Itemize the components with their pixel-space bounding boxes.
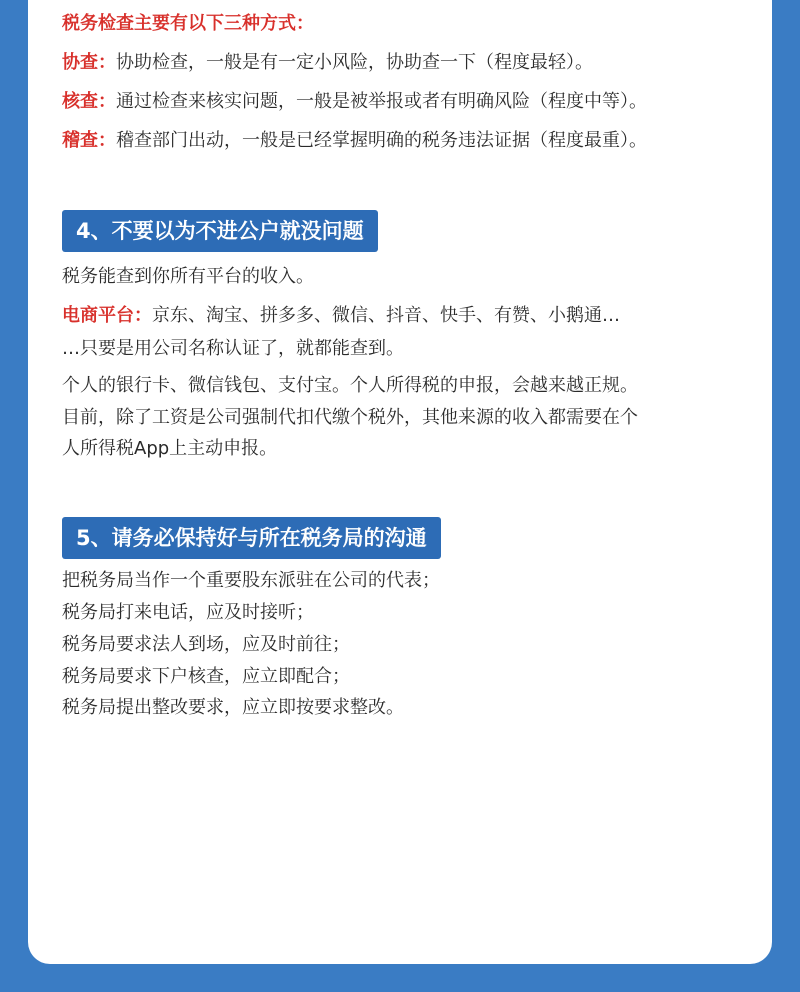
- section-4-heading: 4、不要以为不进公户就没问题: [62, 210, 378, 252]
- method-item-assist: [62, 52, 593, 74]
- ecommerce-platforms: 京东、淘宝、拼多多、微信、抖音、快手、有赞、小鹅通…: [152, 305, 620, 326]
- section-5-line: 税务局提出整改要求，应立即按要求整改。: [62, 697, 404, 718]
- ecommerce-label: 电商平台：: [62, 305, 152, 326]
- methods-intro: 税务检查主要有以下三种方式：: [62, 13, 314, 34]
- content-card: [28, 0, 772, 964]
- section-5-line: 把税务局当作一个重要股东派驻在公司的代表；: [62, 570, 440, 591]
- section-4-paragraph-line: 个人的银行卡、微信钱包、支付宝。个人所得税的申报，会越来越正规。: [62, 375, 638, 396]
- method-text: 通过检查来核实问题，一般是被举报或者有明确风险（程度中等）。: [116, 91, 647, 112]
- method-item-inspect: [62, 130, 647, 152]
- section-5-heading: 5、请务必保持好与所在税务局的沟通: [62, 517, 441, 559]
- method-label: 稽查：: [62, 130, 116, 151]
- section-4-paragraph-line: 目前，除了工资是公司强制代扣代缴个税外，其他来源的收入都需要在个: [62, 407, 638, 428]
- section-5-line: 税务局要求下户核查，应立即配合；: [62, 666, 350, 687]
- section-5-line: 税务局打来电话，应及时接听；: [62, 602, 314, 623]
- method-text: 协助检查，一般是有一定小风险，协助查一下（程度最轻）。: [116, 52, 593, 73]
- section-4-paragraph-line: 人所得税App上主动申报。: [62, 438, 278, 459]
- method-label: 核查：: [62, 91, 116, 112]
- ecommerce-line: [62, 305, 620, 327]
- section-5-line: 税务局要求法人到场，应及时前往；: [62, 634, 350, 655]
- ecommerce-continuation: …只要是用公司名称认证了，就都能查到。: [62, 338, 404, 359]
- method-item-verify: [62, 91, 647, 113]
- section-4-intro: 税务能查到你所有平台的收入。: [62, 266, 314, 287]
- method-label: 协查：: [62, 52, 116, 73]
- method-text: 稽查部门出动，一般是已经掌握明确的税务违法证据（程度最重）。: [116, 130, 647, 151]
